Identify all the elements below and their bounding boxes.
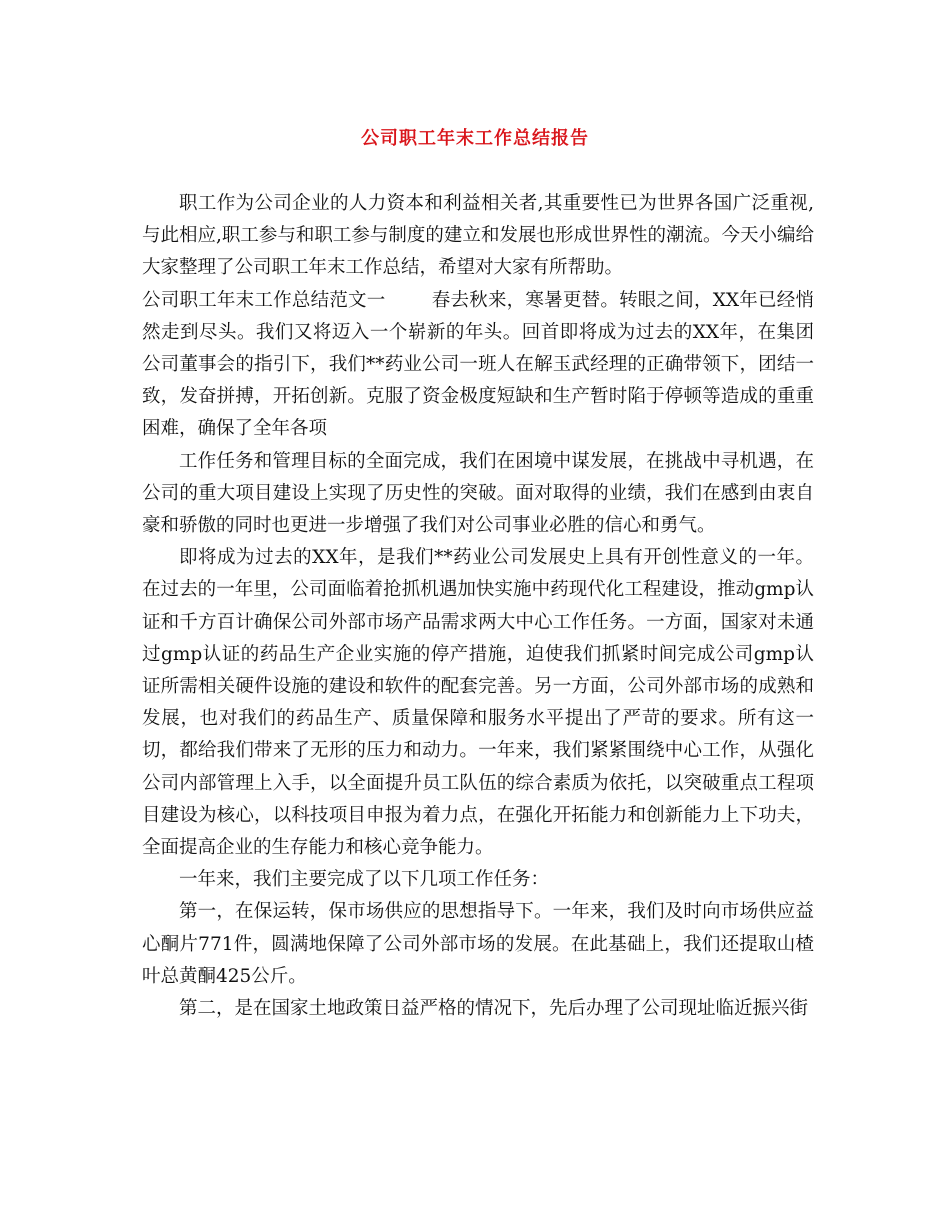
body-paragraph: 即将成为过去的XX年，是我们**药业公司发展史上具有开创性意义的一年。在过去的一年里，公司面临着抢抓机遇加快实施中药现代化工程建设，推动gmp认证和千方百计确保公司外部市场产品需求两大中心工作任务。一方面，国家对未通过gmp认证的药品生产企业实施的停产措施，迫使我们抓紧时间完成公司gmp认证所需相关硬件设施的建设和软件的配套完善。另一方面，公司外部市场的成熟和发展，也对我们的药品生产、质量保障和服务水平提出了严苛的要求。所有这一切，都给我们带来了无形的压力和动力。一年来，我们紧紧围绕中心工作，从强化公司内部管理上入手，以全面提升员工队伍的综合素质为依托，以突破重点工程项目建设为核心，以科技项目申报为着力点，在强化开拓能力和创新能力上下功夫，全面提高企业的生存能力和核心竞争能力。 <box>142 547 814 859</box>
intro-paragraph: 职工作为公司企业的人力资本和利益相关者,其重要性已为世界各国广泛重视,与此相应,职工参与和职工参与制度的建立和发展也形成世界性的潮流。今天小编给大家整理了公司职工年末工作总结，希望对大家有所帮助。 <box>142 193 814 279</box>
section-heading: 公司职工年末工作总结范文一 <box>142 289 386 311</box>
document-body <box>142 188 814 1025</box>
section-block <box>142 285 814 446</box>
document-title: 公司职工年末工作总结报告 <box>361 128 589 149</box>
section-lead: 春去秋来，寒暑更替。转眼之间，XX年已经悄然走到尽头。我们又将迈入一个崭新的年头。回首即将成为过去的XX年，在集团公司董事会的指引下，我们**药业公司一班人在解玉武经理的正确带领下，团结一致，发奋拼搏，开拓创新。克服了资金极度短缺和生产暂时陷于停顿等造成的重重困难，确保了全年各项 <box>142 289 814 440</box>
body-paragraph: 工作任务和管理目标的全面完成，我们在困境中谋发展，在挑战中寻机遇，在公司的重大项目建设上实现了历史性的突破。面对取得的业绩，我们在感到由衷自豪和骄傲的同时也更进一步增强了我们对公司事业必胜的信心和勇气。 <box>142 450 814 537</box>
body-paragraph: 第二，是在国家土地政策日益严格的情况下，先后办理了公司现址临近振兴街 <box>179 998 809 1020</box>
body-paragraph: 第一，在保运转，保市场供应的思想指导下。一年来，我们及时向市场供应益心酮片771件，圆满地保障了公司外部市场的发展。在此基础上，我们还提取山楂叶总黄酮425公斤。 <box>142 901 814 987</box>
body-paragraph: 一年来，我们主要完成了以下几项工作任务： <box>179 869 550 891</box>
